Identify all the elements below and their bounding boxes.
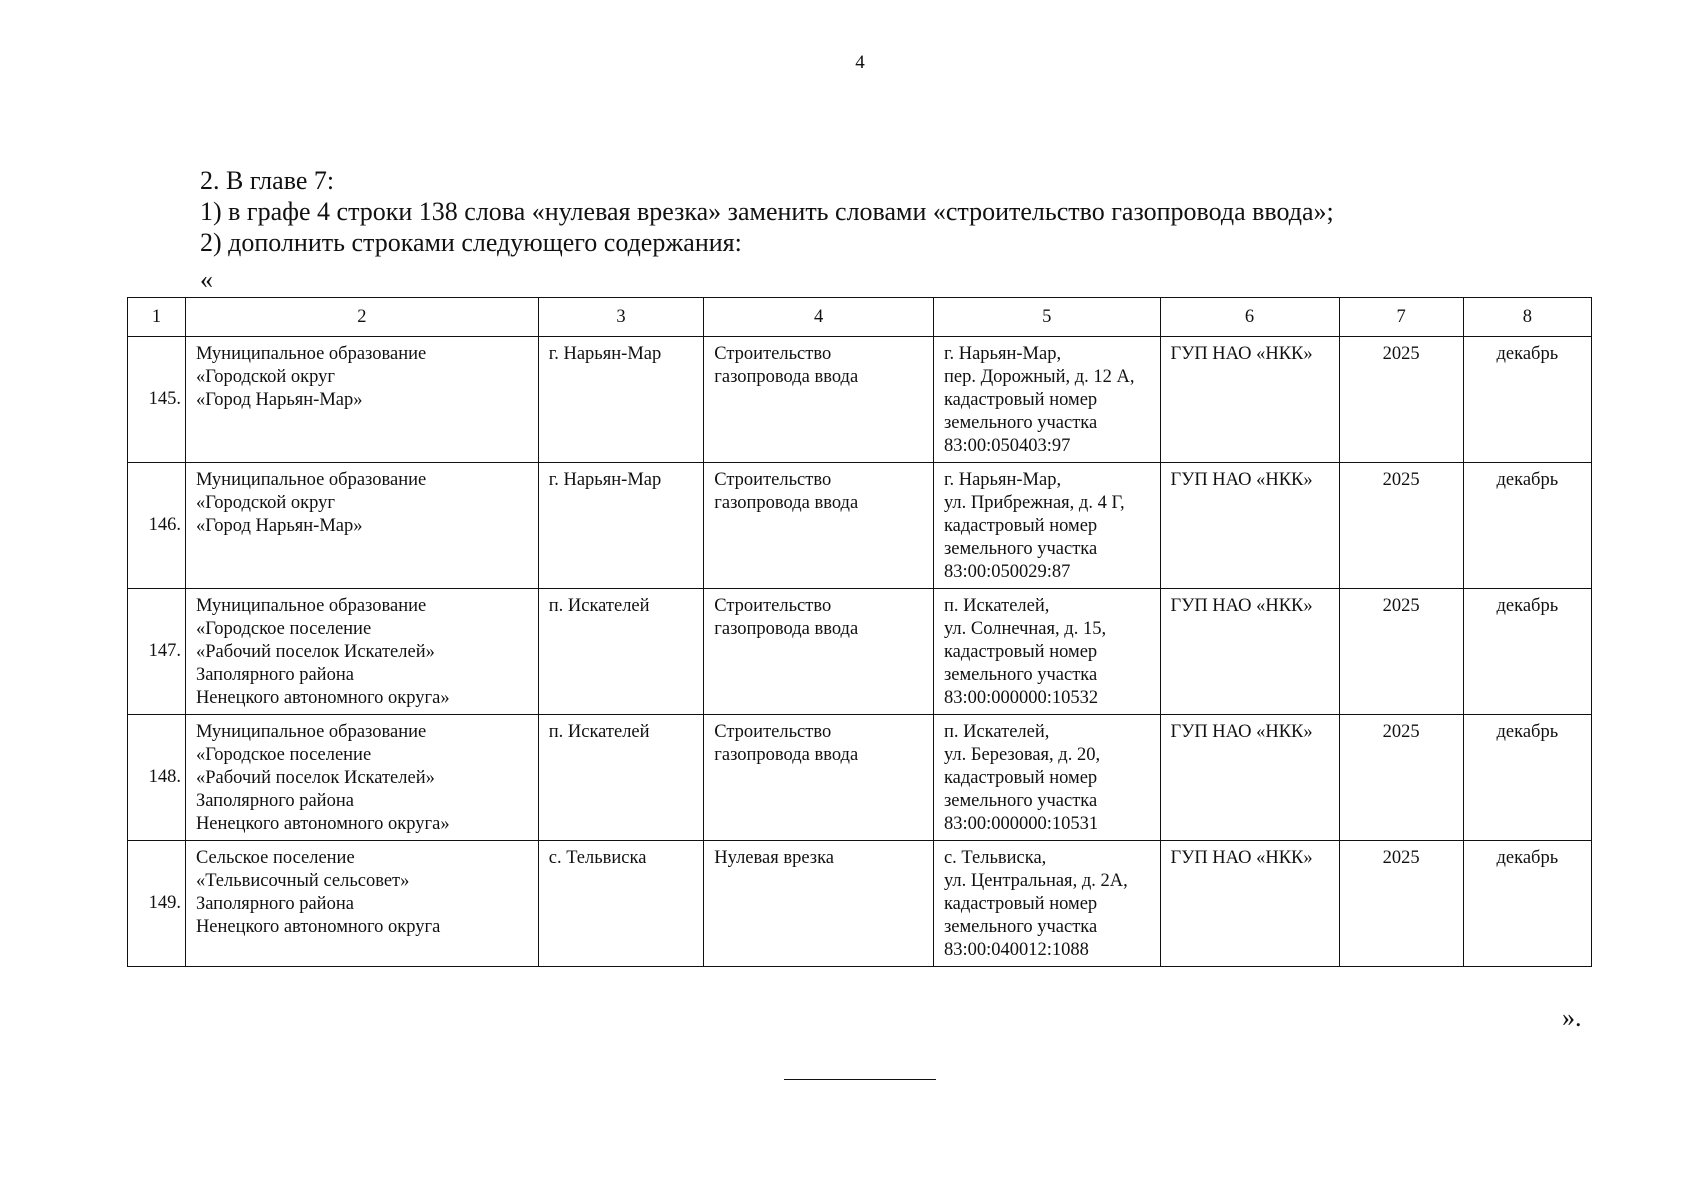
address-line: земельного участка [943, 413, 1098, 433]
year-cell: 2025 [1339, 841, 1463, 967]
settlement-cell: г. Нарьян-Мар [538, 337, 704, 463]
settlement-cell: п. Искателей [538, 715, 704, 841]
column-header: 3 [538, 298, 704, 337]
work-type-line: газопровода ввода [714, 619, 859, 639]
municipality-line: Муниципальное образование [195, 470, 427, 490]
municipality-cell [185, 463, 538, 589]
municipality-line: Сельское поселение [195, 848, 355, 868]
settlement-cell: с. Тельвиска [538, 841, 704, 967]
municipality-line: Ненецкого автономного округа» [195, 688, 450, 708]
address-line: кадастровый номер [943, 516, 1098, 536]
municipality-line: Муниципальное образование [195, 344, 427, 364]
opening-quote: « [200, 265, 213, 294]
cadastral-number: 83:00:000000:10531 [943, 814, 1099, 834]
work-type-line: Строительство [714, 344, 832, 364]
address-cell [933, 715, 1160, 841]
municipality-line: «Рабочий поселок Искателей» [195, 768, 435, 788]
work-type-cell [704, 715, 934, 841]
address-cell [933, 463, 1160, 589]
organization-cell: ГУП НАО «НКК» [1160, 841, 1339, 967]
work-type-cell [704, 841, 934, 967]
address-line: г. Нарьян-Мар, [943, 470, 1062, 490]
settlement-cell: п. Искателей [538, 589, 704, 715]
work-type-line: газопровода ввода [714, 493, 859, 513]
table-row [128, 715, 1592, 841]
municipality-line: «Городское поселение [195, 745, 372, 765]
column-header: 5 [933, 298, 1160, 337]
organization-cell: ГУП НАО «НКК» [1160, 589, 1339, 715]
address-cell [933, 337, 1160, 463]
page-number: 4 [855, 52, 865, 73]
address-line: ул. Березовая, д. 20, [943, 745, 1101, 765]
row-number: 146. [128, 463, 186, 589]
month-cell: декабрь [1463, 589, 1591, 715]
table-row [128, 589, 1592, 715]
objects-table [127, 297, 1592, 967]
municipality-line: Ненецкого автономного округа» [195, 814, 450, 834]
column-header: 8 [1463, 298, 1591, 337]
amendment-item-2: 2) дополнить строками следующего содержания: [200, 228, 742, 257]
table-row [128, 337, 1592, 463]
row-number: 148. [128, 715, 186, 841]
year-cell: 2025 [1339, 589, 1463, 715]
cadastral-number: 83:00:050029:87 [943, 562, 1071, 582]
row-number: 147. [128, 589, 186, 715]
municipality-line: Муниципальное образование [195, 722, 427, 742]
table-row [128, 841, 1592, 967]
work-type-cell [704, 463, 934, 589]
municipality-line: «Городское поселение [195, 619, 372, 639]
address-line: ул. Прибрежная, д. 4 Г, [943, 493, 1125, 513]
address-line: с. Тельвиска, [943, 848, 1047, 868]
address-line: кадастровый номер [943, 894, 1098, 914]
cadastral-number: 83:00:050403:97 [943, 436, 1071, 456]
month-cell: декабрь [1463, 463, 1591, 589]
municipality-line: Заполярного района [195, 894, 354, 914]
work-type-line: газопровода ввода [714, 745, 859, 765]
municipality-line: Ненецкого автономного округа [195, 917, 441, 937]
month-cell: декабрь [1463, 841, 1591, 967]
month-cell: декабрь [1463, 715, 1591, 841]
address-line: земельного участка [943, 791, 1098, 811]
cadastral-number: 83:00:040012:1088 [943, 940, 1089, 960]
address-line: пер. Дорожный, д. 12 А, [943, 367, 1135, 387]
table-row [128, 463, 1592, 589]
organization-cell: ГУП НАО «НКК» [1160, 337, 1339, 463]
municipality-line: «Городской округ [195, 367, 336, 387]
row-number: 149. [128, 841, 186, 967]
municipality-line: «Городской округ [195, 493, 336, 513]
municipality-line: «Рабочий поселок Искателей» [195, 642, 435, 662]
work-type-cell [704, 589, 934, 715]
month-cell: декабрь [1463, 337, 1591, 463]
chapter-heading: 2. В главе 7: [200, 166, 335, 195]
cadastral-number: 83:00:000000:10532 [943, 688, 1099, 708]
municipality-cell [185, 337, 538, 463]
address-line: кадастровый номер [943, 768, 1098, 788]
municipality-line: «Город Нарьян-Мар» [195, 390, 363, 410]
address-line: г. Нарьян-Мар, [943, 344, 1062, 364]
municipality-cell [185, 715, 538, 841]
year-cell: 2025 [1339, 715, 1463, 841]
address-line: п. Искателей, [943, 596, 1050, 616]
organization-cell: ГУП НАО «НКК» [1160, 463, 1339, 589]
municipality-line: Заполярного района [195, 791, 354, 811]
address-line: п. Искателей, [943, 722, 1050, 742]
address-line: земельного участка [943, 665, 1098, 685]
work-type-line: Строительство [714, 596, 832, 616]
table-header-row [128, 298, 1592, 337]
address-line: ул. Центральная, д. 2А, [943, 871, 1128, 891]
municipality-line: Муниципальное образование [195, 596, 427, 616]
amendment-intro [200, 165, 1334, 258]
municipality-line: «Город Нарьян-Мар» [195, 516, 363, 536]
address-line: кадастровый номер [943, 642, 1098, 662]
settlement-cell: г. Нарьян-Мар [538, 463, 704, 589]
municipality-line: Заполярного района [195, 665, 354, 685]
work-type-line: Строительство [714, 722, 832, 742]
column-header: 7 [1339, 298, 1463, 337]
amendment-item-1: 1) в графе 4 строки 138 слова «нулевая врезка» заменить словами «строительство газопровода ввода»; [200, 197, 1334, 226]
municipality-cell [185, 841, 538, 967]
address-cell [933, 841, 1160, 967]
column-header: 1 [128, 298, 186, 337]
work-type-line: Строительство [714, 470, 832, 490]
column-header: 4 [704, 298, 934, 337]
work-type-line: газопровода ввода [714, 367, 859, 387]
municipality-line: «Тельвисочный сельсовет» [195, 871, 410, 891]
address-cell [933, 589, 1160, 715]
address-line: земельного участка [943, 539, 1098, 559]
closing-quote: ». [1562, 1003, 1582, 1032]
organization-cell: ГУП НАО «НКК» [1160, 715, 1339, 841]
column-header: 6 [1160, 298, 1339, 337]
year-cell: 2025 [1339, 337, 1463, 463]
work-type-line: Нулевая врезка [714, 848, 834, 868]
work-type-cell [704, 337, 934, 463]
end-of-document-rule [784, 1079, 936, 1080]
address-line: ул. Солнечная, д. 15, [943, 619, 1107, 639]
address-line: земельного участка [943, 917, 1098, 937]
municipality-cell [185, 589, 538, 715]
year-cell: 2025 [1339, 463, 1463, 589]
column-header: 2 [185, 298, 538, 337]
row-number: 145. [128, 337, 186, 463]
address-line: кадастровый номер [943, 390, 1098, 410]
